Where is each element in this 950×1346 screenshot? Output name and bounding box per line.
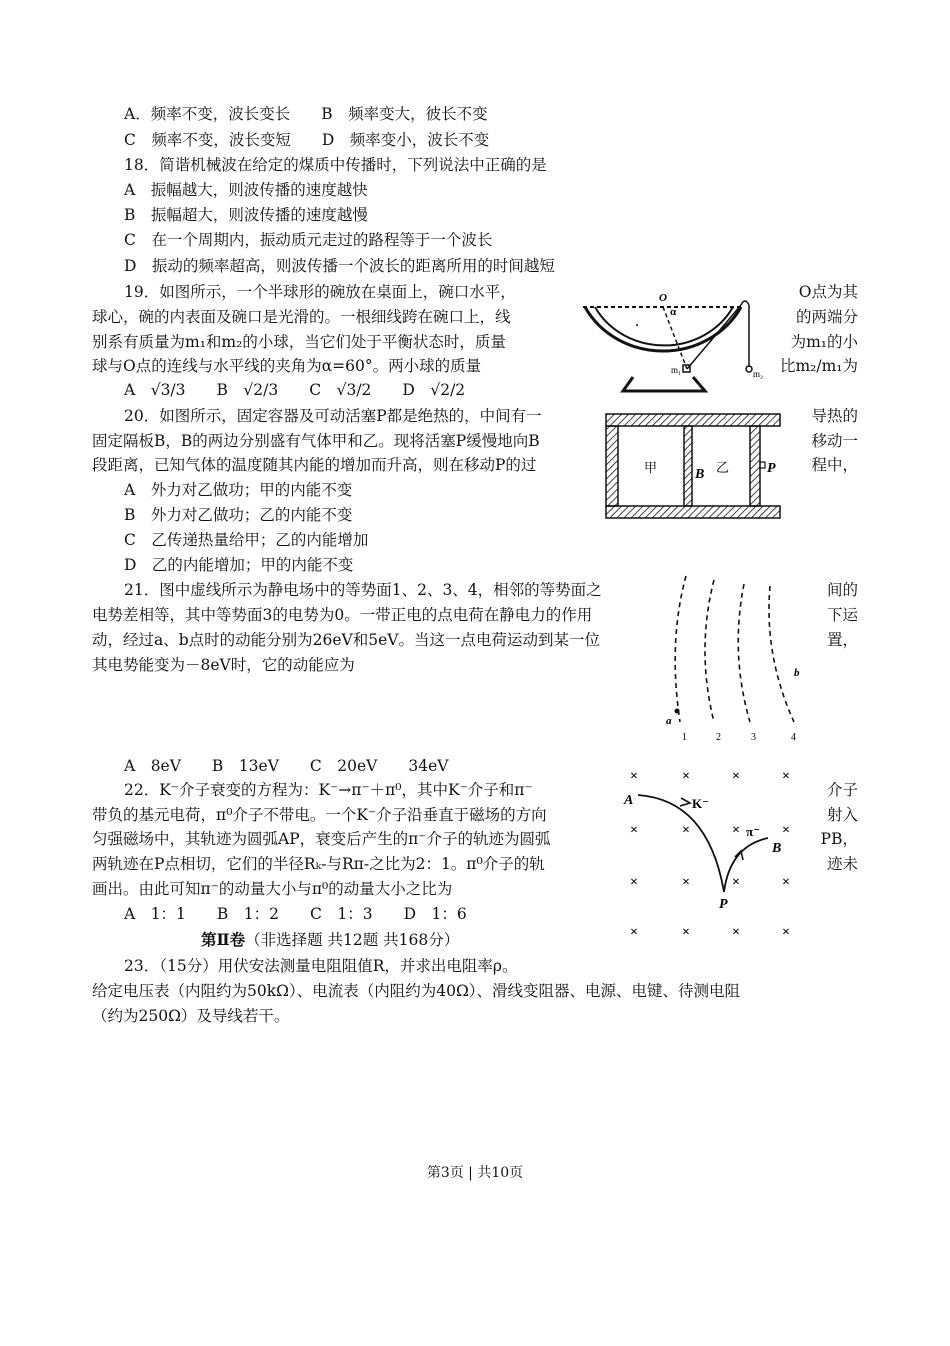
q19-line-1: 19．如图所示，一个半球形的碗放在桌面上，碗口水平， [124, 283, 516, 301]
q21-options: A 8eV B 13eV C 20eV 34eV [124, 757, 449, 775]
equipotential-figure [658, 572, 808, 744]
field-x-mark: × [782, 769, 790, 784]
q22-line-4-right: 迹未 [826, 855, 858, 873]
field-x-mark: × [630, 823, 638, 838]
field-x-mark: × [682, 769, 690, 784]
track-label-p: P [719, 897, 728, 912]
q19-line-2: 球心，碗的内表面及碗口是光滑的。一根细线跨在碗口上，线 [92, 308, 511, 326]
field-x-mark: × [630, 769, 638, 784]
track-label-b: B [772, 841, 782, 856]
q20-line-2-right: 移动一 [811, 432, 858, 450]
field-x-mark: × [782, 823, 790, 838]
container-label-p: P [767, 461, 776, 476]
container-label-jia: 甲 [644, 460, 658, 475]
bowl-label-m1: m₁ [671, 365, 682, 375]
q18-option-a: A 振幅越大，则波传播的速度越快 [124, 181, 368, 199]
magnetic-field-figure [618, 762, 808, 942]
q21-line-1-right: 间的 [826, 581, 858, 599]
equipotential-label-2: 2 [716, 732, 721, 743]
container-label-yi: 乙 [716, 460, 730, 475]
q20-option-a: A 外力对乙做功；甲的内能不变 [124, 481, 353, 499]
q20-line-3: 段距离，已知气体的温度随其内能的增加而升高，则在移动P的过 [92, 456, 537, 474]
q22-line-2: 带负的基元电荷，π⁰介子不带电。一个K⁻介子沿垂直于磁场的方向 [92, 806, 547, 824]
field-x-mark: × [682, 925, 690, 940]
q20-line-1: 20．如图所示，固定容器及可动活塞P都是绝热的，中间有一 [124, 407, 542, 425]
bowl-label-m2: m₂ [753, 369, 764, 379]
q19-line-4-right: 比m₂/m₁为 [779, 357, 858, 375]
q22-line-1-right: 介子 [826, 781, 858, 799]
q22-line-3: 匀强磁场中，其轨迹为圆弧AP，衰变后产生的π⁻介子的轨迹为圆弧 [92, 830, 551, 848]
part2-title-bold: 第Ⅱ卷 [201, 930, 246, 949]
q19-options: A √3/3 B √2/3 C √3/2 D √2/2 [124, 381, 466, 399]
q22-line-5: 画出。由此可知π⁻的动量大小与π⁰的动量大小之比为 [92, 880, 453, 898]
track-label-a: A [624, 793, 634, 808]
equipotential-label-4: 4 [791, 732, 796, 743]
track-label-pi: π⁻ [746, 824, 760, 839]
q22-line-4: 两轨迹在P点相切，它们的半径Rₖ-与Rπ-之比为2：1。π⁰介子的轨 [92, 855, 545, 873]
track-label-k: K⁻ [692, 796, 709, 811]
q18-stem: 18．简谐机械波在给定的煤质中传播时，下列说法中正确的是 [124, 156, 547, 174]
q18-option-b: B 振幅超大，则波传播的速度越慢 [124, 206, 368, 224]
q17-options-cd: C 频率不变，波长变短 D 频率变小，波长不变 [124, 131, 490, 149]
q18-option-d: D 振动的频率超高，则波传播一个波长的距离所用的时间越短 [124, 257, 555, 275]
q20-option-c: C 乙传递热量给甲；乙的内能增加 [124, 531, 369, 549]
q23-line-2: 给定电压表（内阻约为50kΩ）、电流表（内阻约为40Ω）、滑线变阻器、电源、电键、待测电阻 [92, 982, 741, 1000]
page-footer: 第3页 | 共10页 [426, 1165, 524, 1181]
q19-line-4: 球与O点的连线与水平线的夹角为α=60°。两小球的质量 [92, 357, 482, 375]
equipotential-label-b: b [794, 667, 800, 679]
equipotential-label-a: a [666, 715, 672, 727]
field-x-mark: × [682, 875, 690, 890]
q21-line-2: 电势差相等，其中等势面3的电势为0。一带正电的点电荷在静电力的作用 [92, 606, 593, 624]
field-x-marks [630, 769, 790, 940]
q20-option-b: B 外力对乙做功；乙的内能不变 [124, 506, 353, 524]
container-figure [604, 410, 784, 520]
field-x-mark: × [732, 769, 740, 784]
equipotential-label-3: 3 [751, 732, 756, 743]
field-x-mark: × [682, 823, 690, 838]
q21-line-3-right: 置， [826, 631, 858, 649]
q20-line-2: 固定隔板B，B的两边分别盛有气体甲和乙。现将活塞P缓慢地向B [92, 432, 540, 450]
bowl-figure [575, 285, 775, 395]
part2-heading [201, 930, 459, 950]
q22-options: A 1：1 B 1：2 C 1：3 D 1：6 [124, 905, 467, 923]
q18-option-c: C 在一个周期内，振动质元走过的路程等于一个波长 [124, 231, 493, 249]
q20-line-3-right: 程中， [811, 456, 858, 474]
field-x-mark: × [732, 925, 740, 940]
q22-line-2-right: 射入 [826, 806, 858, 824]
q22-line-3-right: PB， [820, 830, 858, 848]
q21-line-4: 其电势能变为－8eV时，它的动能应为 [92, 656, 355, 674]
field-x-mark: × [732, 875, 740, 890]
q19-line-1-right: O点为其 [798, 283, 858, 301]
q19-line-2-right: 的两端分 [795, 308, 858, 326]
field-x-mark: × [630, 875, 638, 890]
q22-line-1: 22．K⁻介子衰变的方程为：K⁻→π⁻＋π⁰，其中K⁻介子和π⁻ [124, 781, 533, 799]
field-x-mark: × [782, 875, 790, 890]
q19-line-3: 别系有质量为m₁和m₂的小球，当它们处于平衡状态时，质量 [92, 333, 506, 351]
q23-line-1: 23．（15分）用伏安法测量电阻阻值R，并求出电阻率ρ。 [124, 957, 518, 975]
field-x-mark: × [782, 925, 790, 940]
part2-title-rest: （非选择题 共12题 共168分） [245, 931, 460, 949]
bowl-label-alpha: α [670, 306, 677, 318]
field-x-mark: × [732, 823, 740, 838]
field-x-mark: × [630, 925, 638, 940]
q19-line-3-right: 为m₁的小 [790, 333, 858, 351]
q21-line-1: 21．图中虚线所示为静电场中的等势面1、2、3、4，相邻的等势面之 [124, 581, 602, 599]
q21-line-3: 动，经过a、b点时的动能分别为26eV和5eV。当这一点电荷运动到某一位 [92, 631, 600, 649]
q20-line-1-right: 导热的 [811, 407, 858, 425]
q17-options-ab: A．频率不变，波长变长 B 频率变大，彼长不变 [124, 105, 488, 123]
container-label-b: B [695, 467, 705, 482]
equipotential-label-1: 1 [682, 732, 687, 743]
bowl-label-o: O [659, 292, 667, 304]
q21-line-2-right: 下运 [826, 606, 858, 624]
q23-line-3: （约为250Ω）及导线若干。 [92, 1007, 290, 1025]
q20-option-d: D 乙的内能增加；甲的内能不变 [124, 556, 354, 574]
